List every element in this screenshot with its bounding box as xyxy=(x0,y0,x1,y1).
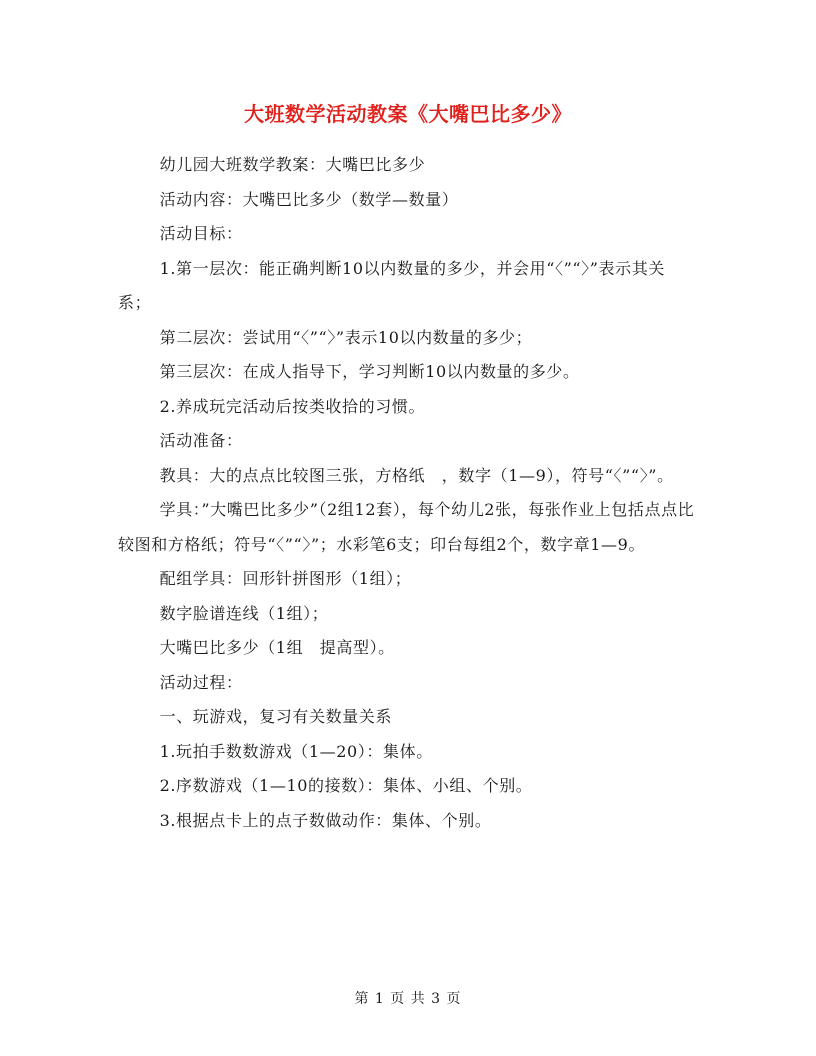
paragraph: 大嘴巴比多少（1组 提高型）。 xyxy=(159,638,395,657)
paragraph: 学具：”大嘴巴比多少”（2组12套），每个幼儿2张，每张作业上包括点点比较图和方格纸；符号“〈”“〉”；水彩笔6支；印台每组2个，数字章1—9。 xyxy=(118,500,695,554)
paragraph: 活动准备： xyxy=(159,431,243,450)
paragraph: 教具：大的点点比较图三张，方格纸 ，数字（1—9），符号“〈”“〉”。 xyxy=(159,465,674,485)
paragraph: 幼儿园大班数学教案：大嘴巴比多少 xyxy=(159,155,426,174)
paragraph: 第二层次：尝试用“〈”“〉”表示10以内数量的多少； xyxy=(159,327,533,347)
paragraph: 第三层次：在成人指导下，学习判断10以内数量的多少。 xyxy=(159,362,580,381)
paragraph: 3.根据点卡上的点子数做动作：集体、个别。 xyxy=(159,810,492,830)
paragraph: 2.序数游戏（1—10的接数）：集体、小组、个别。 xyxy=(159,776,533,795)
paragraph: 一、玩游戏，复习有关数量关系 xyxy=(159,707,392,726)
page-footer: 第 1 页 共 3 页 xyxy=(354,991,462,1007)
paragraph: 1.玩拍手数数游戏（1—20）：集体。 xyxy=(159,741,433,761)
paragraph: 活动过程： xyxy=(159,672,243,692)
paragraph: 2.养成玩完活动后按类收拾的习惯。 xyxy=(159,396,426,416)
paragraph: 活动目标： xyxy=(159,224,243,243)
document-title: 大班数学活动教案《大嘴巴比多少》 xyxy=(244,102,572,126)
paragraph: 配组学具：回形针拼图形（1组）； xyxy=(159,569,412,588)
paragraph: 1.第一层次：能正确判断10以内数量的多少，并会用“〈”“〉”表示其关系； xyxy=(118,258,665,312)
paragraph: 数字脸谱连线（1组）； xyxy=(159,603,329,623)
paragraph: 活动内容：大嘴巴比多少（数学—数量） xyxy=(159,189,459,209)
document-body xyxy=(118,148,698,838)
